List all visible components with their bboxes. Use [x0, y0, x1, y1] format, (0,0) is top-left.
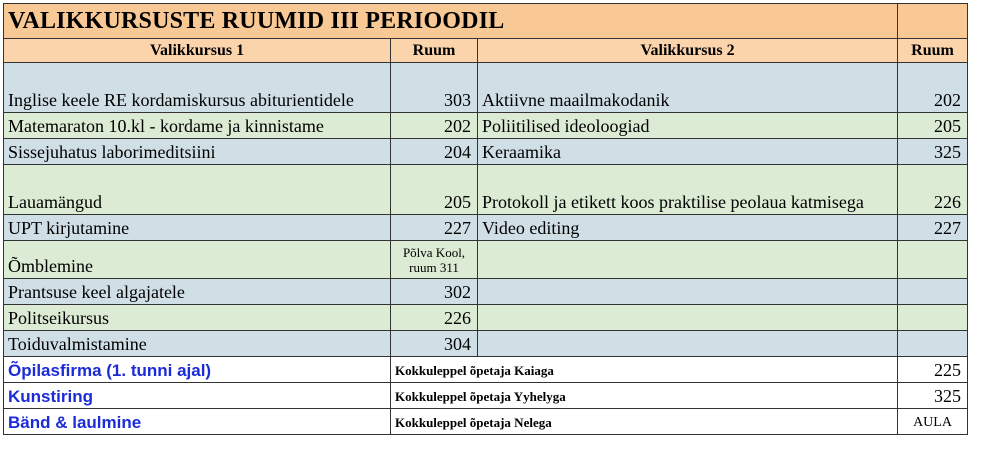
- table-row: [4, 139, 968, 165]
- header-room2: Ruum: [898, 39, 968, 63]
- club-name: Kunstiring: [4, 383, 391, 409]
- room1-cell: 205: [391, 165, 478, 215]
- room2-cell: 202: [898, 63, 968, 113]
- room2-cell: 205: [898, 113, 968, 139]
- table-row: [4, 241, 968, 279]
- header-course1: Valikkursus 1: [4, 39, 391, 63]
- title-empty-cell: [898, 4, 968, 39]
- room1-cell: 304: [391, 331, 478, 357]
- club-room: AULA: [898, 409, 968, 435]
- header-course2: Valikkursus 2: [478, 39, 898, 63]
- room1-cell: 303: [391, 63, 478, 113]
- course2-cell: [478, 241, 898, 279]
- room1-cell: 302: [391, 279, 478, 305]
- title-row: [4, 4, 968, 39]
- room2-cell: 226: [898, 165, 968, 215]
- table-row: [4, 63, 968, 113]
- header-room1: Ruum: [391, 39, 478, 63]
- course2-cell: Video editing: [478, 215, 898, 241]
- room1-cell: 226: [391, 305, 478, 331]
- course2-cell: Keraamika: [478, 139, 898, 165]
- course1-cell: Lauamängud: [4, 165, 391, 215]
- page-title: VALIKKURSUSTE RUUMID III PERIOODIL: [4, 4, 898, 39]
- table-row: [4, 113, 968, 139]
- room2-cell: 227: [898, 215, 968, 241]
- room2-cell: [898, 331, 968, 357]
- course1-cell: Prantsuse keel algajatele: [4, 279, 391, 305]
- course2-cell: Poliitilised ideoloogiad: [478, 113, 898, 139]
- course-rooms-table: [3, 3, 968, 435]
- course1-cell: Sissejuhatus laborimeditsiini: [4, 139, 391, 165]
- club-name: Bänd & laulmine: [4, 409, 391, 435]
- club-room: 225: [898, 357, 968, 383]
- course2-cell: [478, 305, 898, 331]
- room2-cell: 325: [898, 139, 968, 165]
- club-note: Kokkuleppel õpetaja Yyhelyga: [391, 383, 898, 409]
- table-row: [4, 279, 968, 305]
- room2-cell: [898, 279, 968, 305]
- room1-cell: Põlva Kool, ruum 311: [391, 241, 478, 279]
- course1-cell: Politseikursus: [4, 305, 391, 331]
- header-row: [4, 39, 968, 63]
- course1-cell: Toiduvalmistamine: [4, 331, 391, 357]
- course2-cell: Aktiivne maailmakodanik: [478, 63, 898, 113]
- course1-cell: Inglise keele RE kordamiskursus abiturientidele: [4, 63, 391, 113]
- room2-cell: [898, 305, 968, 331]
- course2-cell: [478, 331, 898, 357]
- table-row: [4, 331, 968, 357]
- course2-cell: [478, 279, 898, 305]
- course1-cell: Õmblemine: [4, 241, 391, 279]
- club-room: 325: [898, 383, 968, 409]
- room1-cell: 202: [391, 113, 478, 139]
- course1-cell: UPT kirjutamine: [4, 215, 391, 241]
- club-note: Kokkuleppel õpetaja Kaiaga: [391, 357, 898, 383]
- course1-cell: Matemaraton 10.kl - kordame ja kinnistame: [4, 113, 391, 139]
- club-note: Kokkuleppel õpetaja Nelega: [391, 409, 898, 435]
- club-name: Õpilasfirma (1. tunni ajal): [4, 357, 391, 383]
- room1-cell: 204: [391, 139, 478, 165]
- table-row: [4, 215, 968, 241]
- room1-cell: 227: [391, 215, 478, 241]
- table-row: [4, 165, 968, 215]
- club-row: [4, 409, 968, 435]
- course2-cell: Protokoll ja etikett koos praktilise peolaua katmisega: [478, 165, 898, 215]
- table-row: [4, 305, 968, 331]
- club-row: [4, 383, 968, 409]
- club-row: [4, 357, 968, 383]
- room2-cell: [898, 241, 968, 279]
